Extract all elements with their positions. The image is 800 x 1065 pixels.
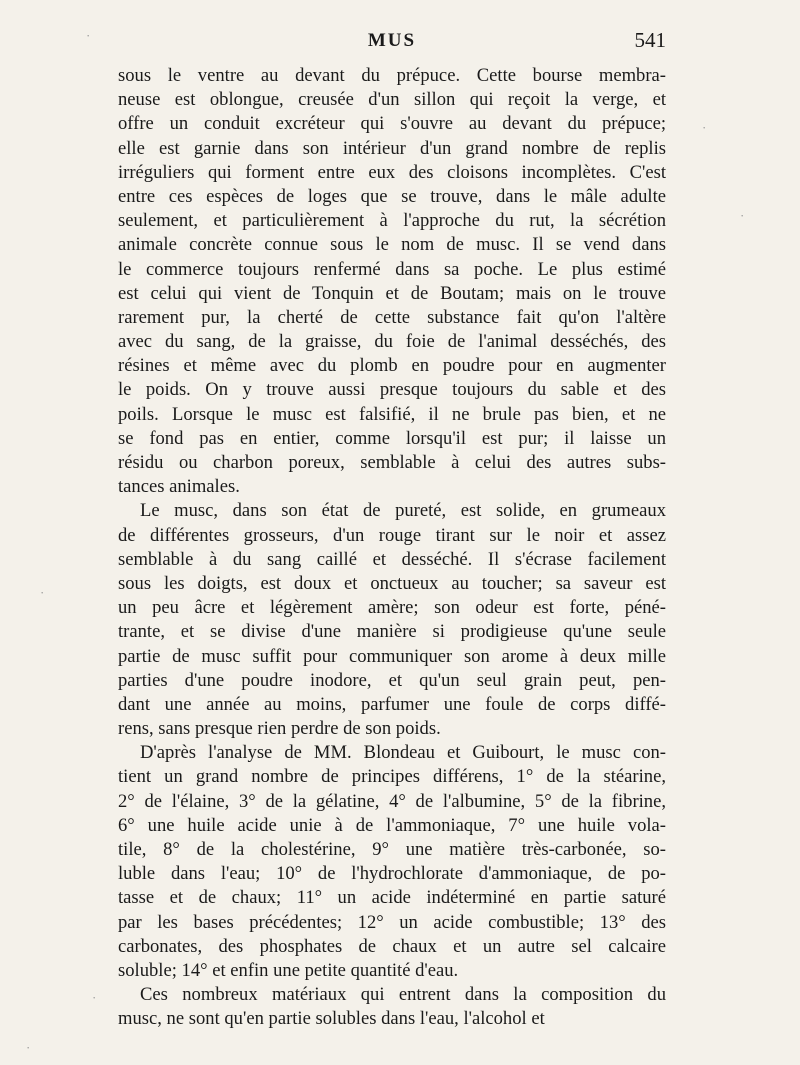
text-line: Le musc, dans son état de pureté, est solide, en grumeaux bbox=[140, 500, 666, 522]
text-line: tient un grand nombre de principes différens, 1° de la stéarine, bbox=[118, 766, 666, 788]
text-line: résidu ou charbon poreux, semblable à celui des autres subs- bbox=[118, 452, 666, 473]
text-line: sous le ventre au devant du prépuce. Cette bourse membra- bbox=[118, 65, 666, 86]
text-line: par les bases précédentes; 12° un acide combustible; 13° des bbox=[118, 911, 666, 933]
text-line: luble dans l'eau; 10° de l'hydrochlorate d'ammoniaque, de po- bbox=[118, 863, 666, 885]
text-line: tasse et de chaux; 11° un acide indéterminé en partie saturé bbox=[118, 887, 666, 909]
text-line: parties d'une poudre inodore, et qu'un seul grain peut, pen- bbox=[118, 669, 666, 691]
text-line: est celui qui vient de Tonquin et de Boutam; mais on le trouve bbox=[118, 282, 666, 304]
text-line: résines et même avec du plomb en poudre pour en augmenter bbox=[118, 355, 666, 377]
paragraph bbox=[118, 64, 666, 499]
text-line: Ces nombreux matériaux qui entrent dans la composition du bbox=[140, 984, 666, 1006]
text-line: trante, et se divise d'une manière si prodigieuse qu'une seule bbox=[118, 621, 666, 643]
text-line: poils. Lorsque le musc est falsifié, il ne brule pas bien, et ne bbox=[118, 403, 666, 425]
paper-speck: · bbox=[26, 1040, 31, 1055]
text-line: entre ces espèces de loges que se trouve, dans le mâle adulte bbox=[118, 185, 666, 207]
text-line: musc, ne sont qu'en partie solubles dans l'eau, l'alcohol et bbox=[118, 1008, 545, 1030]
text-line: seulement, et particulièrement à l'approche du rut, la sécrétion bbox=[118, 210, 666, 232]
text-line: tile, 8° de la cholestérine, 9° une matière très-carbonée, so- bbox=[118, 839, 666, 860]
text-line: un peu âcre et légèrement amère; son odeur est forte, péné- bbox=[118, 597, 666, 619]
text-line: soluble; 14° et enfin une petite quantité d'eau. bbox=[118, 959, 459, 981]
paragraph bbox=[118, 499, 666, 741]
paper-speck: · bbox=[92, 990, 97, 1005]
text-line: elle est garnie dans son intérieur d'un grand nombre de replis bbox=[118, 137, 666, 159]
paper-speck: · bbox=[740, 208, 745, 223]
text-line: le poids. On y trouve aussi presque toujours du sable et des bbox=[118, 379, 666, 401]
text-line: carbonates, des phosphates de chaux et un autre sel calcaire bbox=[118, 935, 666, 957]
paper-speck: · bbox=[702, 120, 707, 135]
text-line: dant une année au moins, parfumer une foule de corps diffé- bbox=[118, 693, 666, 715]
text-line: animale concrète connue sous le nom de musc. Il se vend dans bbox=[118, 234, 666, 256]
text-line: neuse est oblongue, creusée d'un sillon qui reçoit la verge, et bbox=[118, 89, 666, 111]
text-line: partie de musc suffit pour communiquer son arome à deux mille bbox=[118, 645, 666, 667]
paragraph bbox=[118, 741, 666, 983]
text-line: se fond pas en entier, comme lorsqu'il est pur; il laisse un bbox=[118, 427, 666, 449]
text-line: avec du sang, de la graisse, du foie de l'animal desséchés, des bbox=[118, 331, 666, 353]
paper-speck: · bbox=[40, 585, 45, 600]
paper-speck: · bbox=[86, 28, 91, 43]
paragraph bbox=[118, 983, 666, 1031]
text-line: 2° de l'élaine, 3° de la gélatine, 4° de l'albumine, 5° de la fibrine, bbox=[118, 790, 666, 812]
text-line: sous les doigts, est doux et onctueux au toucher; sa saveur est bbox=[118, 572, 666, 594]
text-line: semblable à du sang caillé et desséché. Il s'écrase facilement bbox=[118, 548, 666, 570]
text-line: tances animales. bbox=[118, 476, 240, 498]
text-line: irréguliers qui forment entre eux des cloisons incomplètes. C'est bbox=[118, 161, 666, 183]
text-line: le commerce toujours renfermé dans sa poche. Le plus estimé bbox=[118, 258, 666, 280]
text-line: D'après l'analyse de MM. Blondeau et Guibourt, le musc con- bbox=[140, 742, 666, 764]
text-line: 6° une huile acide unie à de l'ammoniaque, 7° une huile vola- bbox=[118, 814, 666, 836]
page-number: 541 bbox=[634, 28, 666, 52]
page-header bbox=[118, 30, 666, 58]
text-line: rens, sans presque rien perdre de son poids. bbox=[118, 718, 441, 740]
text-line: offre un conduit excréteur qui s'ouvre au devant du prépuce; bbox=[118, 113, 666, 135]
running-title: MUS bbox=[367, 30, 417, 51]
text-line: de différentes grosseurs, d'un rouge tirant sur le noir et assez bbox=[118, 524, 666, 546]
body-text bbox=[118, 64, 666, 1032]
text-line: rarement pur, la cherté de cette substance fait qu'on l'altère bbox=[118, 306, 666, 328]
